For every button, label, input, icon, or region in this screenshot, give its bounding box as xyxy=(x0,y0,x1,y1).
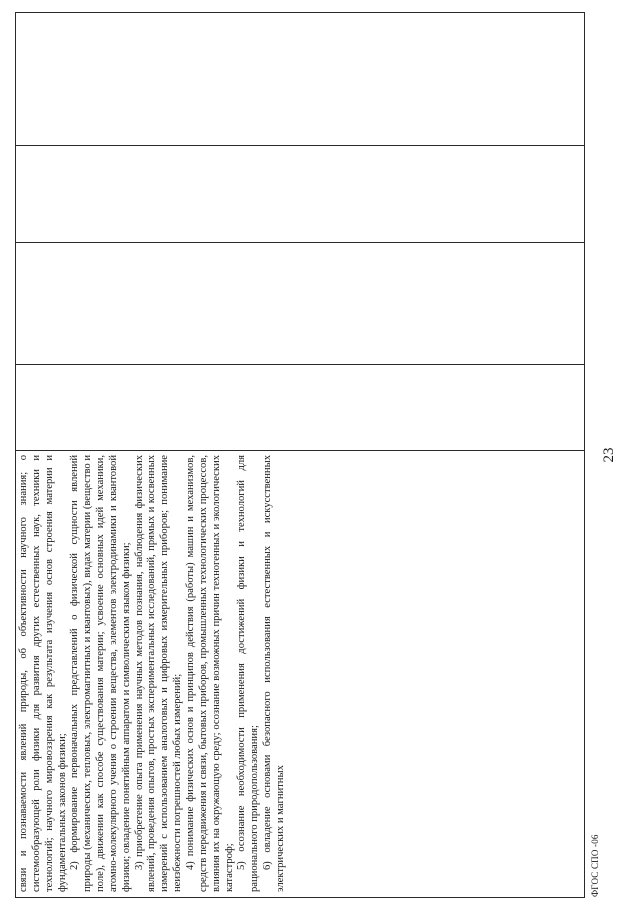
paragraph-1: связи и познаваемости явлений природы, об объективности научного знания; о системообразующей роли физики для развития других естественных наук, техники и технологий; научного мировоззрения как результата изучения основ строения материи и фундаментальных законов физики; xyxy=(18,455,68,892)
paragraph-4: 4) понимание физических основ и принципов действия (работы) машин и механизмов, средств передвижения и связи, бытовых приборов, промышленных технологических процессов, влияния их на окружающую среду; осознание возможных причин техногенных и экологических катастроф; xyxy=(184,455,235,892)
table-row xyxy=(16,13,585,898)
page-number: 23 xyxy=(601,447,617,463)
paragraph-2: 2) формирование первоначальных представлений о физической сущности явлений природы (механических, тепловых, электромагнитных и квантовых), видах материи (вещество и поле), движении как способе существования материи; усвоение основных идей механики, атомно-молекулярного учения о строении вещества, элементов электродинамики и квантовой физики; овладение понятийным аппаратом и символическим языком физики; xyxy=(69,455,132,892)
empty-cell-2 xyxy=(16,243,585,365)
footer-document-code: ФГОС СПО -06 xyxy=(590,834,600,897)
requirements-text-cell xyxy=(16,451,585,898)
empty-cell-4 xyxy=(16,13,585,146)
standards-table xyxy=(15,12,585,898)
empty-cell-1 xyxy=(16,365,585,451)
paragraph-3: 3) приобретение опыта применения научных методов познания, наблюдения физических явлений, проведения опытов, простых экспериментальных исследований, прямых и косвенных измерений с использованием аналоговых и цифровых измерительных приборов; понимание неизбежности погрешностей любых измерений; xyxy=(133,455,184,892)
paragraph-5: 5) осознание необходимости применения достижений физики и технологий для рационального природопользования; xyxy=(236,455,261,892)
paragraph-6: 6) овладение основами безопасного использования естественных и искусственных электрических и магнитных xyxy=(262,455,286,892)
empty-cell-3 xyxy=(16,146,585,243)
